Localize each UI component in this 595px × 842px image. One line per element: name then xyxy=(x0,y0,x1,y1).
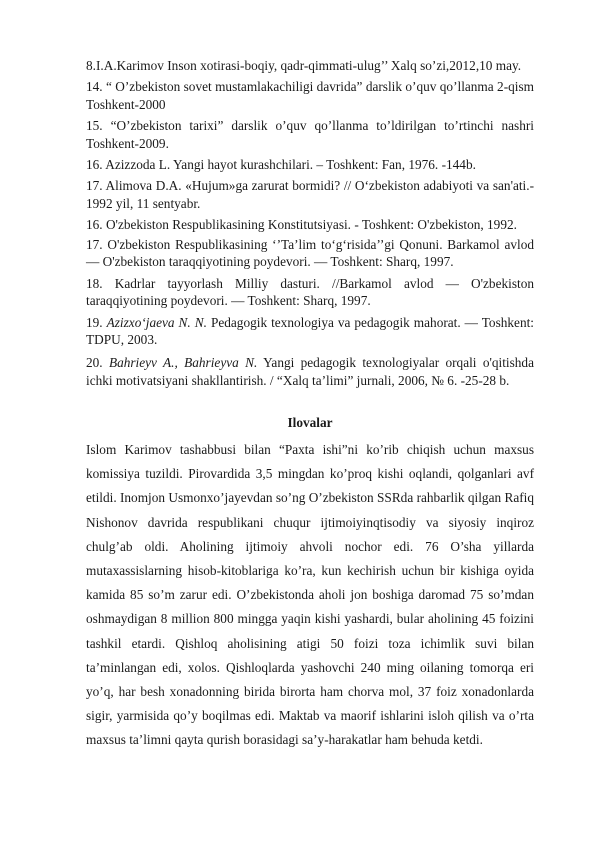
reference-text: O'zbekiston Respublikasining Konstitutsiyasi. - Toshkent: O'zbekiston, 1992. xyxy=(105,217,517,232)
reference-text: I.A.Karimov Inson xotirasi-boqiy, qadr-qimmati-ulug’’ Xalq so’zi,2012,10 may. xyxy=(95,58,522,73)
reference-item xyxy=(86,78,534,114)
reference-item xyxy=(86,117,534,153)
reference-item xyxy=(86,237,534,270)
reference-number: 20. xyxy=(86,355,103,370)
reference-item xyxy=(86,177,534,213)
reference-number: 19. xyxy=(86,315,103,330)
reference-text: Kadrlar tayyorlash Milliy dasturi. //Barkamol avlod — O'zbekiston taraqqiyotining poydevori. — Toshkent: Sharq, 1997. xyxy=(86,276,534,308)
reference-text: “ O’zbekiston sovet mustamlakachiligi davrida” darslik o’quv qo’llanma 2-qism Toshkent-2000 xyxy=(86,79,534,112)
reference-number: 17. xyxy=(86,237,103,252)
reference-item xyxy=(86,57,534,75)
reference-number: 16. xyxy=(86,217,103,232)
reference-text: Alimova D.A. «Hujum»ga zarurat bormidi? // O‘zbekiston adabiyoti va san'ati.- 1992 yil, 11 sentyabr. xyxy=(86,178,535,211)
reference-number: 15. xyxy=(86,118,103,133)
reference-number: 16. xyxy=(86,157,103,172)
reference-item xyxy=(86,216,534,234)
reference-text: Azizzoda L. Yangi hayot kurashchilari. – Toshkent: Fan, 1976. -144b. xyxy=(105,157,476,172)
reference-number: 8. xyxy=(86,58,96,73)
appendix-paragraph: Islom Karimov tashabbusi bilan “Paxta ishi”ni ko’rib chiqish uchun maxsus komissiya tuzildi. Pirovardida 3,5 mingdan ko’proq kishi oqlandi, qolganlari avf etildi. Inomjon Usmonxo’jayevdan so’ng O’zbekiston SSRda rahbarlik qilgan Rafiq Nishonov davrida respublikani chuqur ijtimoiyinqtisodiy va siyosiy inqiroz chulg’ab oldi. Aholining ijtimoiy ahvoli nochor edi. 76 O’sha yillarda mutaxassislarning hisob-kitoblariga ko’ra, kun kechirish uchun bir kishiga oyida kamida 85 so’m zarur edi. O’zbekistonda aholi jon boshiga daromad 75 so’mdan oshmaydigan 8 million 800 mingga yaqin kishi yashardi, bular aholining 45 foizini tashkil etardi. Qishloq aholisining atigi 50 foizi toza ichimlik suvi bilan ta’minlangan edi, xolos. Qishloqlarda yashovchi 240 ming oilaning tomorqa eri yo’q, har besh xonadonning birida birorta ham chorva mol, 37 foiz xonadonlarda sigir, yarmisida qo’y boqilmas edi. Maktab va maorif ishlarini isloh qilish va o’rta maxsus ta’limni qayta qurish borasidagi sa’y-harakatlar ham behuda ketdi. xyxy=(86,442,534,748)
reference-text: O'zbekiston Respublikasining ‘’Ta’lim to‘g‘risida’’gi Qonuni. Barkamol avlod — O'zbekiston taraqqiyotining poydevori. — Toshkent: Sharq, 1997. xyxy=(86,237,534,269)
appendix-heading: Ilovalar xyxy=(287,415,333,430)
reference-number: 14. xyxy=(86,79,103,94)
reference-item xyxy=(86,354,534,390)
reference-text: “O’zbekiston tarixi” darslik o’quv qo’llanma to’ldirilgan to’rtinchi nashri Toshkent-2009. xyxy=(86,118,534,151)
reference-item xyxy=(86,276,534,309)
reference-author: Bahrieyv A., Bahrieyva N. xyxy=(108,355,258,370)
reference-number: 17. xyxy=(86,178,103,193)
reference-author: Azizxo‘jaeva N. N. xyxy=(106,315,207,330)
reference-item xyxy=(86,156,534,174)
reference-list xyxy=(86,57,534,390)
reference-text: Pedagogik texnologiya va pedagogik mahorat. — Toshkent: TDPU, 2003. xyxy=(86,315,534,347)
reference-number: 18. xyxy=(86,276,103,291)
reference-text: Yangi pedagogik texnologiyalar orqali o'qitishda ichki motivatsiyani shakllantirish. / “Xalq ta’limi” jurnali, 2006, № 6. -25-28 b. xyxy=(86,355,534,388)
reference-item xyxy=(86,315,534,348)
document-page xyxy=(86,57,534,753)
